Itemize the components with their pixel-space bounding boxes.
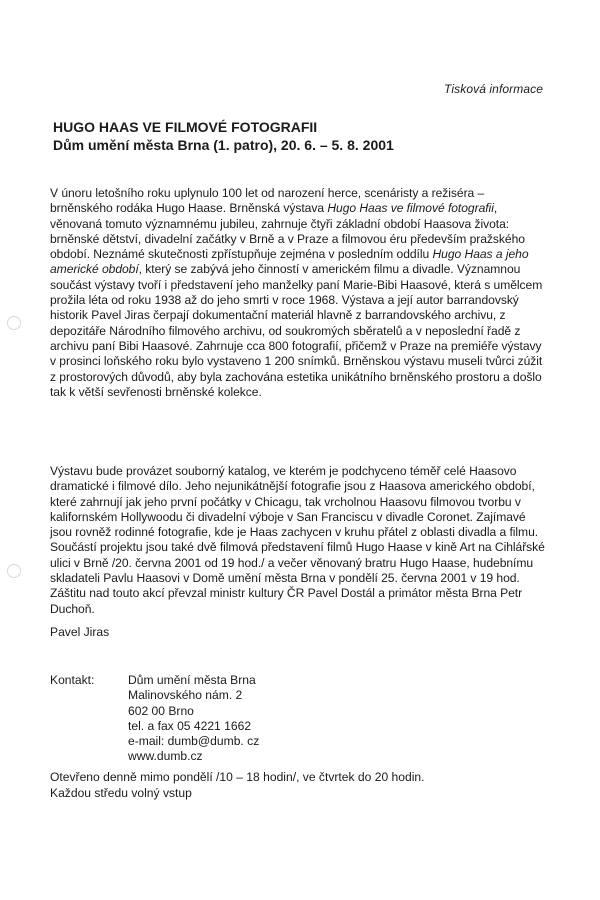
contact-label: Kontakt: <box>50 673 95 687</box>
footer-info <box>50 769 424 801</box>
free-entry-note: Každou středu volný vstup <box>50 786 192 800</box>
section-title-italic: Hugo Haas a jeho americké období <box>50 247 529 277</box>
document-title: HUGO HAAS VE FILMOVÉ FOTOGRAFII <box>53 119 318 135</box>
contact-address <box>128 673 259 765</box>
paragraph-segment: , věnovaná tomuto významnému jubileu, zahrnuje čtyři základní období Haasova života: brněnské dětství, divadelní začátky v Brně a v Praze a filmovou éru především pražského období. Neznámé skutečnosti zpřístupňuje zejména v posledním oddílu <box>50 201 525 262</box>
exhibition-title-italic: Hugo Haas ve filmové fotografii <box>327 201 494 216</box>
body-paragraph-1 <box>50 186 548 400</box>
punch-hole <box>7 316 21 330</box>
title-block <box>53 118 394 154</box>
contact-phone: tel. a fax 05 4221 1662 <box>128 718 252 733</box>
document-subtitle: Dům umění města Brna (1. patro), 20. 6. – 5. 8. 2001 <box>53 137 394 153</box>
contact-street: Malinovského nám. 2 <box>128 688 243 703</box>
opening-hours: Otevřeno denně mimo pondělí /10 – 18 hodin/, ve čtvrtek do 20 hodin. <box>50 770 425 784</box>
contact-institution: Dům umění města Brna <box>128 673 256 687</box>
punch-hole <box>7 564 21 578</box>
paragraph-segment: V únoru letošního roku uplynulo 100 let od narození herce, scenáristy a režiséra – brněnského rodáka Hugo Haase. Brněnská výstava <box>50 186 485 216</box>
contact-email: e-mail: dumb@dumb. cz <box>128 734 260 749</box>
paragraph-segment: , který se zabývá jeho činností v americkém filmu a divadle. Významnou součást výstavy tvoří i představení jeho manželky paní Marie-Bibi Haasové, která s umělcem prožila léta od roku 1938 až do jeho smrti v roce 1968. Výstava a její autor barrandovský historik Pavel Jiras čerpají dokumentační materiál hlavně z barrandovského archivu, z depozitáře Národního filmového archivu, od soukromých sběratelů a v neposlední řadě z archivu paní Bibi Haasové. Zahrnuje cca 800 fotografií, přičemž v Praze na premiéře výstavy v prosinci loňského roku bylo vystaveno 1 200 snímků. Brněnskou výstavu museli tvůrci zúžit z prostorových důvodů, aby byla zachována estetika unikátního brněnského prostoru a došlo tak k větší sevřenosti brněnské kolekce. <box>50 262 543 399</box>
contact-city: 602 00 Brno <box>128 703 194 718</box>
contact-website: www.dumb.cz <box>128 749 203 764</box>
author-name: Pavel Jiras <box>50 625 110 639</box>
document-type-label: Tisková informace <box>444 82 543 96</box>
body-paragraph-2: Výstavu bude provázet souborný katalog, ve kterém je podchyceno téměř celé Haasovo dramatické i filmové dílo. Jeho nejunikátnější fotografie jsou z Haasova amerického období, které zahrnují jak jeho první počátky v Chicagu, tak vrcholnou Haasovu filmovou tvorbu v kalifornském Hollywoodu či divadelní výboje v San Franciscu v divadle Coronet. Zajímavé jsou rovněž rodinné fotografie, kde je Haas zachycen v kruhu přátel z oblasti divadla a filmu. Součástí projektu jsou také dvě filmová představení filmů Hugo Haase v kině Art na Cihlářské ulici v Brně /20. června 2001 od 19 hod./ a večer věnovaný bratru Hugo Haase, hudebnímu skladateli Pavlu Haasovi v Domě umění města Brna v pondělí 25. června 2001 v 19 hod. Záštitu nad touto akcí převzal ministr kultury ČR Pavel Dostál a primátor města Brna Petr Duchoň. <box>50 464 545 616</box>
